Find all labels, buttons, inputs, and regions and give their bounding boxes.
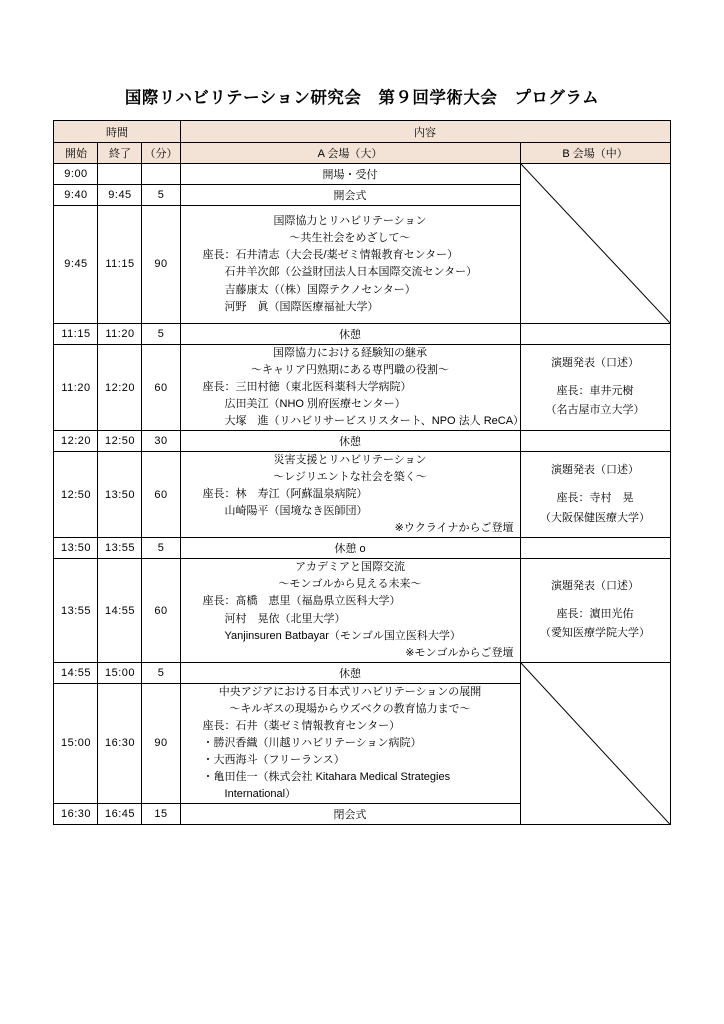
cell-room-b xyxy=(520,538,670,559)
session-line: 座長：石井清志（大会長/薬ゼミ情報教育センター） xyxy=(202,249,459,262)
cell-minutes: 60 xyxy=(142,559,180,662)
cell-minutes: 15 xyxy=(142,804,180,825)
table-header-row-1 xyxy=(54,121,670,143)
room-b-title: 演題発表（口述） xyxy=(551,464,640,477)
cell-room-a: 休憩 xyxy=(180,431,520,452)
table-row xyxy=(54,431,670,452)
cell-room-a-session xyxy=(180,206,520,324)
room-b-chair: 座長：車井元樹 xyxy=(556,384,634,397)
cell-minutes: 60 xyxy=(142,344,180,430)
table-row xyxy=(54,538,670,559)
cell-minutes: 5 xyxy=(142,538,180,559)
session-subtitle: ～レジリエントな社会を築く～ xyxy=(273,471,427,484)
cell-start: 12:20 xyxy=(54,431,98,452)
cell-start: 13:55 xyxy=(54,559,98,662)
room-b-affiliation: （愛知医療学院大学） xyxy=(540,627,651,640)
cell-end: 12:50 xyxy=(98,431,142,452)
cell-minutes: 90 xyxy=(142,683,180,803)
cell-end: 11:15 xyxy=(98,206,142,324)
cell-room-a: 休憩 xyxy=(180,662,520,683)
cell-room-a-session xyxy=(180,452,520,538)
header-start: 開始 xyxy=(54,143,98,164)
cell-start: 11:20 xyxy=(54,344,98,430)
page-title: 国際リハビリテーション研究会 第９回学術大会 プログラム xyxy=(124,89,600,107)
session-line: 座長：三田村徳（東北医科薬科大学病院） xyxy=(202,381,412,394)
cell-start: 13:50 xyxy=(54,538,98,559)
table-row xyxy=(54,164,670,185)
cell-minutes: 30 xyxy=(142,431,180,452)
program-table xyxy=(53,120,670,825)
cell-minutes: 5 xyxy=(142,323,180,344)
cell-room-a: 開場・受付 xyxy=(180,164,520,185)
cell-start: 11:15 xyxy=(54,323,98,344)
table-row xyxy=(54,323,670,344)
session-title: 国際協力とリハビリテーション xyxy=(273,215,427,228)
diagonal-strike-icon xyxy=(521,663,670,824)
spacer xyxy=(521,597,670,605)
session-line: 大塚 進（リハビリサービスリスタート、NPO 法人 ReCA） xyxy=(224,415,525,428)
session-line: 山崎陽平（国境なき医師団） xyxy=(224,505,368,518)
header-content: 内容 xyxy=(180,121,670,143)
spacer xyxy=(521,481,670,489)
cell-end: 12:20 xyxy=(98,344,142,430)
cell-end: 11:20 xyxy=(98,323,142,344)
cell-end: 15:00 xyxy=(98,662,142,683)
cell-minutes: 60 xyxy=(142,452,180,538)
cell-room-b xyxy=(520,431,670,452)
spacer xyxy=(521,374,670,382)
cell-room-a: 閉会式 xyxy=(180,804,520,825)
cell-start: 9:00 xyxy=(54,164,98,185)
session-line: 座長：林 寿江（阿蘇温泉病院） xyxy=(202,488,368,501)
room-b-title: 演題発表（口述） xyxy=(551,356,640,369)
session-note: ※ウクライナからご登壇 xyxy=(394,522,514,535)
cell-minutes: 5 xyxy=(142,185,180,206)
cell-minutes: 5 xyxy=(142,662,180,683)
cell-end: 14:55 xyxy=(98,559,142,662)
cell-end: 16:30 xyxy=(98,683,142,803)
cell-room-a-session xyxy=(180,344,525,430)
cell-start: 12:50 xyxy=(54,452,98,538)
table-row xyxy=(54,452,670,538)
cell-end xyxy=(98,164,142,185)
session-line: Yanjinsuren Batbayar（モンゴル国立医科大学） xyxy=(224,629,461,642)
cell-end: 13:50 xyxy=(98,452,142,538)
session-line: 河野 眞（国際医療福祉大学） xyxy=(224,300,379,313)
room-b-chair: 座長：寺村 晃 xyxy=(556,491,634,504)
session-line: 吉藤康太（（株）国際テクノセンター） xyxy=(224,283,416,296)
session-subtitle: ～共生社会をめざして～ xyxy=(289,232,411,245)
cell-room-b-session xyxy=(520,344,670,430)
cell-start: 15:00 xyxy=(54,683,98,803)
cell-minutes: 90 xyxy=(142,206,180,324)
table-row xyxy=(54,662,670,683)
session-line: ・大西海斗（フリーランス） xyxy=(202,753,345,766)
session-note: ※モンゴルからご登壇 xyxy=(405,646,514,659)
session-title: 国際協力における経験知の継承 xyxy=(273,346,428,359)
session-title: 中央アジアにおける日本式リハビリテーションの展開 xyxy=(218,685,482,698)
cell-minutes xyxy=(142,164,180,185)
session-subtitle: ～キルギスの現場からウズベクの教育協力まで～ xyxy=(229,702,471,715)
cell-room-b-session xyxy=(520,559,670,662)
session-line: 座長：石井（薬ゼミ情報教育センター） xyxy=(202,719,401,732)
session-line: 河村 晃依（北里大学） xyxy=(224,612,346,625)
cell-room-a-session xyxy=(180,683,520,803)
cell-room-a: 開会式 xyxy=(180,185,520,206)
cell-end: 9:45 xyxy=(98,185,142,206)
header-time: 時間 xyxy=(54,121,180,143)
table-row xyxy=(54,559,670,662)
session-subtitle: ～モンゴルから見える未来～ xyxy=(278,578,422,591)
cell-start: 9:45 xyxy=(54,206,98,324)
cell-room-a: 休憩 o xyxy=(180,538,520,559)
session-line: 石井羊次郎（公益財団法人日本国際交流センター） xyxy=(224,266,478,279)
room-b-affiliation: （大阪保健医療大学） xyxy=(540,511,651,524)
header-end: 終了 xyxy=(98,143,142,164)
cell-end: 16:45 xyxy=(98,804,142,825)
room-b-chair: 座長：濵田光佑 xyxy=(556,607,634,620)
session-title: 災害支援とリハビリテーション xyxy=(273,454,427,467)
header-room-b: B 会場（中） xyxy=(520,143,670,164)
cell-room-b-empty-block-1 xyxy=(520,164,670,324)
session-line: ・勝沢香織（川越リハビリテーション病院） xyxy=(202,736,422,749)
session-title: アカデミアと国際交流 xyxy=(295,561,405,574)
session-subtitle: ～キャリア円熟期にある専門職の役割～ xyxy=(251,363,450,376)
session-line: 広田美江（NHO 別府医療センター） xyxy=(224,398,406,411)
header-minutes: （分） xyxy=(142,143,180,164)
cell-start: 16:30 xyxy=(54,804,98,825)
session-line: International） xyxy=(224,787,297,800)
table-header-row-2 xyxy=(54,143,670,164)
table-row xyxy=(54,344,670,430)
cell-room-b-empty-block-2 xyxy=(520,662,670,824)
cell-room-b-session xyxy=(520,452,670,538)
cell-room-a: 休憩 xyxy=(180,323,520,344)
session-line: 座長：髙橋 恵里（福島県立医科大学） xyxy=(202,595,401,608)
cell-room-a-session xyxy=(180,559,520,662)
room-b-title: 演題発表（口述） xyxy=(551,579,640,592)
session-line: ・亀田佳一（株式会社 Kitahara Medical Strategies xyxy=(202,770,451,783)
cell-start: 9:40 xyxy=(54,185,98,206)
room-b-affiliation: （名古屋市立大学） xyxy=(545,404,645,417)
diagonal-strike-icon xyxy=(521,164,670,323)
cell-room-b xyxy=(520,323,670,344)
cell-end: 13:55 xyxy=(98,538,142,559)
cell-start: 14:55 xyxy=(54,662,98,683)
header-room-a: A 会場（大） xyxy=(180,143,520,164)
